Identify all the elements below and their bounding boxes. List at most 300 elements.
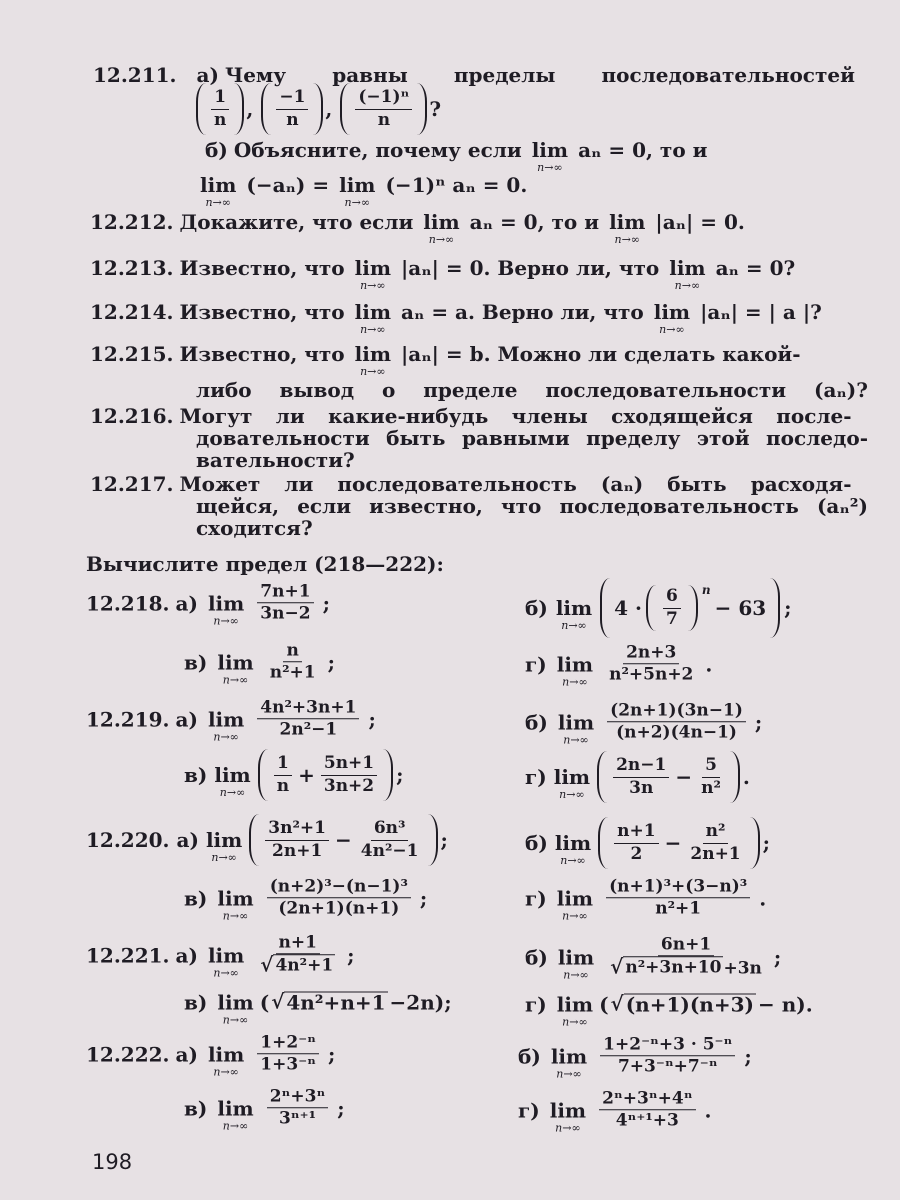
problem-12-220-g [525,876,766,920]
paren-left [600,578,610,638]
paren-right [750,817,760,869]
fraction [607,934,765,980]
problem-12-211-sequences [196,83,441,135]
denominator: 3ⁿ⁺¹ [278,1108,317,1129]
problem-12-222-b [518,1034,752,1078]
limit-subscript: n→∞ [213,966,239,979]
limit-subscript: n→∞ [344,196,371,209]
problem-12-217-line1 [90,474,852,494]
fraction [211,87,229,131]
fraction [358,818,422,862]
limit-label: lim [354,256,392,280]
period: . [705,652,713,676]
limit-label: lim [653,300,691,324]
problem-text: (−1)ⁿ aₙ = 0. [385,173,528,197]
radicand: 4n²+n+1 [286,990,386,1015]
sqrt-sign: √ [610,991,624,1016]
problem-12-221-a [86,932,355,978]
minus: − [675,765,693,789]
limit-subscript: n→∞ [222,1013,249,1026]
label-a: а) [176,828,199,852]
period: . [742,765,750,789]
problem-12-218-v [184,640,335,684]
limit [200,173,237,209]
denominator [257,952,338,978]
limit-subscript: n→∞ [222,673,249,686]
limit-label: lim [207,1042,245,1066]
sqrt [610,954,723,979]
numerator: 2ⁿ+3ⁿ [267,1086,329,1108]
section-instruction: Вычислите предел (218—222): [86,552,444,576]
limit-subscript: n→∞ [428,233,455,246]
limit-subscript: n→∞ [556,1067,582,1080]
fraction [599,1088,695,1132]
exponent: n [701,583,711,597]
limit-label: lim [549,1098,587,1122]
semicolon: ; [328,1042,336,1066]
sqrt [610,991,756,1017]
semicolon: ; [784,596,792,620]
paren-left [340,83,350,135]
label-g: г) [525,992,547,1016]
fraction [600,1034,735,1078]
limit-subscript: n→∞ [563,733,589,746]
limit-label: lim [207,707,245,731]
problem-12-218-g [525,642,712,686]
problem-12-219-a [86,697,376,741]
fraction [663,586,681,630]
limit-subscript: n→∞ [213,730,239,743]
fraction [321,753,377,797]
denominator: 7 [666,608,678,629]
label-v: в) [184,1096,208,1120]
problem-number: 12.217. [90,472,174,496]
problem-12-222-v [184,1086,345,1130]
semicolon: ; [440,828,448,852]
limit-subscript: n→∞ [563,968,589,981]
paren-left [598,817,608,869]
label-a: а) [175,943,198,967]
limit [207,707,245,743]
problem-text: Чему равны пределы последовательностей [224,63,855,87]
fraction [613,755,669,799]
limit-label: lim [557,710,595,734]
limit-subscript: n→∞ [360,279,386,292]
limit-label: lim [423,210,460,234]
denominator: 2n+1 [690,843,741,864]
paren-right [688,585,698,631]
period: . [704,1098,712,1122]
limit [205,828,243,864]
paren-left [646,585,656,631]
problem-text: Могут ли какие-нибудь члены сходящейся после- [179,404,852,428]
limit [550,1044,588,1080]
fraction [698,755,724,799]
limit-label: lim [207,943,245,967]
limit-subscript: n→∞ [555,1121,581,1134]
limit-subscript: n→∞ [219,786,246,799]
problem-number: 12.222. [86,1042,170,1066]
limit [553,765,591,801]
label-b: б) [525,710,548,734]
limit-label: lim [555,596,593,620]
fraction [687,821,743,865]
problem-12-213 [90,256,796,292]
limit [217,990,254,1026]
paren-left [258,749,268,801]
paren-right [313,83,323,135]
label-g: г) [525,652,547,676]
limit-label: lim [557,945,595,969]
limit-label: lim [217,886,254,910]
numerator: n² [703,821,729,843]
problem-12-219-g [525,751,750,803]
problem-12-221-v [184,989,452,1026]
problem-text: |aₙ| = 0. [655,210,745,234]
problem-text: |aₙ| = b. Можно ли сделать какой- [401,342,801,366]
semicolon: ; [347,943,355,967]
radicand: (n+1)(n+3) [625,992,754,1017]
label-a: а) [196,63,219,87]
limit [609,210,646,246]
fraction [257,581,313,625]
label-g: г) [518,1098,540,1122]
paren-right [234,83,244,135]
limit-subscript: n→∞ [614,233,640,246]
limit [339,173,376,209]
numerator: n [283,640,301,662]
problem-12-214 [90,300,822,336]
label-b: б) [525,831,548,855]
problem-12-222-a [86,1032,335,1076]
problem-number: 12.212. [90,210,174,234]
minus: − [664,831,682,855]
problem-12-220-v [184,876,427,920]
problem-number: 12.220. [86,828,170,852]
numerator: 7n+1 [257,581,313,603]
numerator: n+1 [614,821,658,843]
problem-12-217-line3: сходится? [196,516,313,540]
problem-text: Известно, что [179,342,345,366]
numerator: 2n−1 [613,755,669,777]
radicand: n²+3n+10 [625,957,722,978]
denominator: n²+1 [269,662,316,683]
fraction [265,818,329,862]
fraction [267,1086,329,1130]
expression: − n). [757,992,813,1016]
denominator: 2n+1 [272,840,323,861]
question-mark: ? [429,97,442,121]
denominator: n [214,109,227,130]
semicolon: ; [368,707,376,731]
denominator: 3n [629,777,654,798]
numerator: 1 [274,753,292,775]
limit [207,943,245,979]
fraction [276,87,308,131]
limit-subscript: n→∞ [537,161,563,174]
label-v: в) [184,650,208,674]
limit-subscript: n→∞ [205,196,231,209]
expression: ( [259,990,270,1014]
limit [653,300,691,336]
limit-subscript: n→∞ [213,614,239,627]
problem-12-215-line1 [90,342,801,378]
numerator: 4n²+3n+1 [257,697,359,719]
numerator: 6n+1 [658,934,714,956]
limit-subscript: n→∞ [659,323,685,336]
numerator: 1 [211,87,229,109]
limit [423,210,460,246]
problem-12-221-g [525,991,813,1028]
minus: − [335,828,352,852]
limit [217,650,254,686]
problem-number: 12.218. [86,591,170,615]
limit [207,591,245,627]
period: . [759,886,767,910]
denominator: n²+1 [655,898,702,919]
page-number: 198 [92,1150,133,1174]
limit-label: lim [339,173,376,197]
denominator: 3n+2 [323,775,375,796]
limit-label: lim [354,342,392,366]
label-b: б) [525,596,548,620]
problem-12-218-a [86,581,330,625]
limit-subscript: n→∞ [674,279,701,292]
sqrt-sign: √ [271,989,285,1014]
limit [554,831,592,867]
denominator: (n+2)(4n−1) [616,722,737,743]
numerator: 1+2⁻ⁿ+3 · 5⁻ⁿ [600,1034,735,1056]
semicolon: ; [327,650,335,674]
problem-text: aₙ = 0? [715,256,796,280]
denominator: 4ⁿ⁺¹+3 [615,1110,679,1131]
problem-number: 12.214. [90,300,174,324]
fraction [607,700,746,744]
numerator: 2ⁿ+3ⁿ+4ⁿ [599,1088,695,1110]
problem-12-211-line1 [93,65,855,85]
limit-label: lim [205,828,243,852]
limit [354,342,392,378]
limit [214,763,251,799]
numerator: (n+2)³−(n−1)³ [267,876,411,898]
denominator: n² [701,777,721,798]
semicolon: ; [773,945,782,969]
problem-12-217-line2: щейся, если известно, что последовательность (aₙ²) [196,494,868,518]
limit-subscript: n→∞ [559,788,585,801]
denominator: 1+3⁻ⁿ [260,1054,316,1075]
problem-number: 12.216. [90,404,174,428]
semicolon: ; [754,710,763,734]
problem-12-216-line1 [90,406,852,426]
fraction [606,876,750,920]
limit-subscript: n→∞ [222,909,249,922]
limit-label: lim [553,765,591,789]
numerator: 6n³ [371,818,409,840]
semicolon: ; [419,886,428,910]
paren-right [770,578,780,638]
problem-number: 12.215. [90,342,174,366]
limit-label: lim [550,1044,588,1068]
limit [354,256,392,292]
limit-label: lim [556,992,594,1016]
semicolon: ; [762,831,771,855]
semicolon: ; [744,1044,752,1068]
limit-label: lim [214,763,251,787]
numerator: 6 [663,586,681,608]
paren-left [597,751,607,803]
label-v: в) [184,990,208,1014]
expression: −2n); [389,990,452,1014]
limit [549,1098,587,1134]
denominator [607,954,765,980]
sqrt-sign: √ [260,952,274,977]
fraction [274,753,292,797]
fraction [606,642,696,686]
limit-label: lim [556,886,594,910]
limit-subscript: n→∞ [560,854,586,867]
limit-label: lim [669,256,706,280]
problem-12-222-g [518,1088,712,1132]
limit-label: lim [531,138,569,162]
problem-number: 12.219. [86,707,170,731]
numerator: (−1)ⁿ [355,87,412,109]
limit-label: lim [554,831,592,855]
comma: , [325,97,333,121]
limit-label: lim [556,652,594,676]
numerator: 5n+1 [321,753,377,775]
semicolon: ; [396,763,404,787]
expression: +3n [723,958,762,979]
numerator: −1 [276,87,308,109]
limit [217,1096,254,1132]
numerator: 3n²+1 [265,818,329,840]
problem-text: Объясните, почему если [233,138,522,162]
limit-subscript: n→∞ [561,619,587,632]
problem-12-216-line2: довательности быть равными пределу этой последо- [196,426,868,450]
limit [556,992,594,1028]
limit-label: lim [207,591,245,615]
problem-text: aₙ = a. Верно ли, что [401,300,644,324]
numerator: 1+2⁻ⁿ [257,1032,319,1054]
fraction [614,821,658,865]
problem-number: 12.213. [90,256,174,280]
denominator: n [286,109,299,130]
fraction [355,87,412,131]
limit-label: lim [217,1096,254,1120]
paren-left [261,83,271,135]
label-b: б) [518,1044,541,1068]
paren-right [417,83,427,135]
limit [557,710,595,746]
limit-subscript: n→∞ [360,365,386,378]
problem-text: Известно, что [179,256,345,280]
denominator: 7+3⁻ⁿ+7⁻ⁿ [617,1056,718,1077]
problem-12-218-b [525,578,792,638]
fraction [267,640,319,684]
label-a: а) [175,1042,198,1066]
problem-number: 12.221. [86,943,170,967]
problem-12-215-line2: либо вывод о пределе последовательности (aₙ)? [196,378,868,402]
label-g: г) [525,886,547,910]
problem-12-211-b-line1 [205,138,708,174]
semicolon: ; [322,591,330,615]
problem-text: Докажите, что если [179,210,414,234]
limit [556,652,594,688]
limit-label: lim [200,173,237,197]
limit-subscript: n→∞ [562,675,588,688]
numerator: (n+1)³+(3−n)³ [606,876,750,898]
limit-subscript: n→∞ [213,1065,239,1078]
sqrt [271,989,387,1015]
label-g: г) [525,765,547,789]
denominator: 2 [630,843,643,864]
paren-left [249,814,259,866]
semicolon: ; [337,1096,345,1120]
limit-subscript: n→∞ [562,1015,588,1028]
problem-12-212 [90,210,745,246]
limit [555,596,593,632]
problem-12-219-v [184,749,404,801]
numerator: n+1 [276,932,320,954]
problem-text: |aₙ| = 0. Верно ли, что [401,256,660,280]
fraction [257,697,359,741]
limit-subscript: n→∞ [211,851,237,864]
denominator: n²+5n+2 [609,664,694,685]
denominator: (2n+1)(n+1) [278,898,400,919]
problem-text: Может ли последовательность (aₙ) быть расходя- [179,472,852,496]
problem-12-221-b [525,934,781,980]
numerator: 2n+3 [623,642,679,664]
paren-right [428,814,438,866]
fraction [267,876,411,920]
expression: − 63 [714,596,767,620]
numerator: 5 [702,755,720,777]
limit-label: lim [354,300,392,324]
limit-label: lim [609,210,646,234]
problem-12-220-b [525,817,770,869]
sqrt-sign: √ [610,954,624,979]
problem-text: aₙ = 0, то и [469,210,600,234]
denominator: n [377,109,391,130]
paren-left [196,83,206,135]
limit [669,256,706,292]
limit-subscript: n→∞ [562,909,588,922]
problem-text: Известно, что [179,300,345,324]
limit-subscript: n→∞ [222,1119,249,1132]
problem-number: 12.211. [93,63,177,87]
denominator: 3n−2 [260,603,311,624]
problem-text: |aₙ| = | a |? [700,300,822,324]
label-b: б) [205,138,228,162]
expression: ( [599,992,609,1016]
problem-text: aₙ = 0, то и [578,138,708,162]
limit [531,138,569,174]
limit [556,886,594,922]
problem-12-220-a [86,814,448,866]
label-a: а) [175,707,198,731]
label-a: а) [175,591,198,615]
limit [217,886,254,922]
limit-label: lim [217,990,254,1014]
paren-right [383,749,393,801]
denominator: n [276,775,290,796]
radicand: 4n²+1 [275,955,334,976]
problem-text: (−aₙ) = [246,173,330,197]
limit-subscript: n→∞ [360,323,386,336]
limit-label: lim [217,650,254,674]
problem-12-216-line3: вательности? [196,448,355,472]
limit [354,300,392,336]
